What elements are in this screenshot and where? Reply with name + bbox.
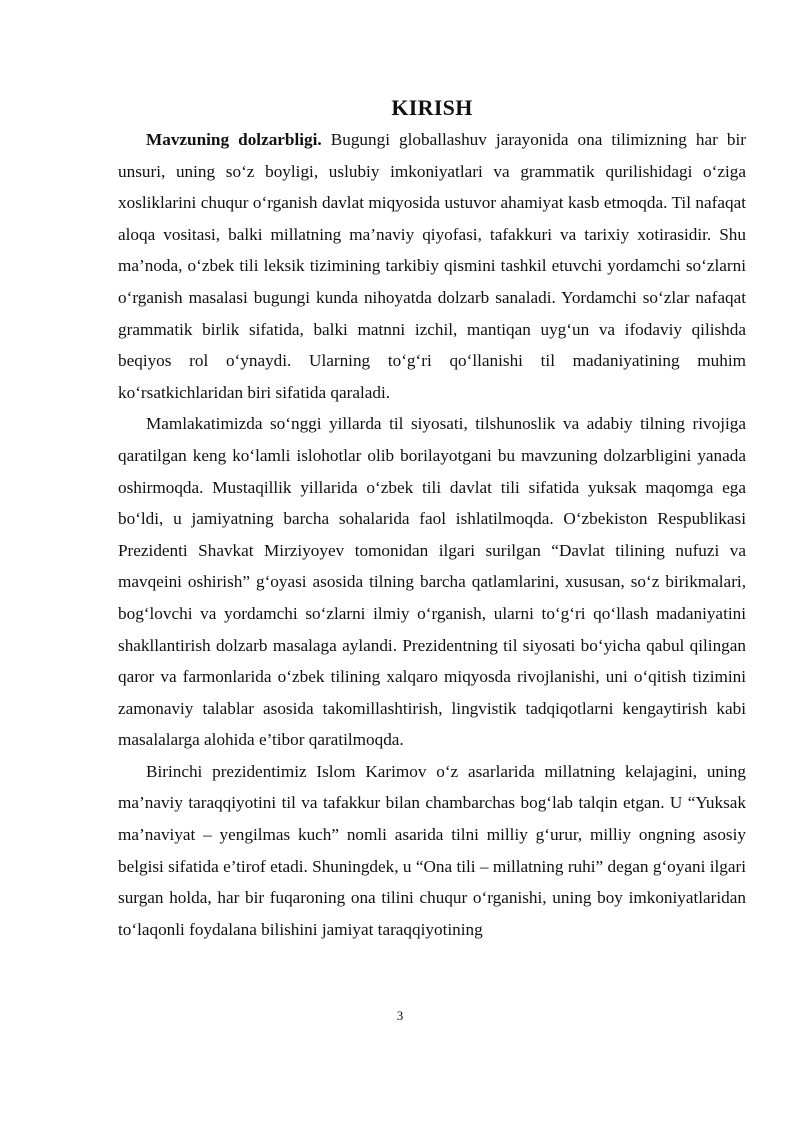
paragraph-1 [118,124,746,408]
paragraph-3 [118,756,746,946]
paragraph-text: Bugungi globallashuv jarayonida ona tilimizning har bir unsuri, uning so‘z boyligi, uslubiy imkoniyatlari va grammatik qurilishidagi o‘ziga xosliklarini chuqur o‘rganish davlat miqyosida ustuvor ahamiyat kasb etmoqda. Til nafaqat aloqa vositasi, balki millatning ma’naviy qiyofasi, tafakkuri va tarixiy xotirasidir. Shu ma’noda, o‘zbek tili leksik tizimining tarkibiy qismini tashkil etuvchi yordamchi so‘zlarni o‘rganish masalasi bugungi kunda nihoyatda dolzarb sanaladi. Yordamchi so‘zlar nafaqat grammatik birlik sifatida, balki matnni izchil, mantiqan uyg‘un va ifodaviy qilishda beqiyos rol o‘ynaydi. Ularning to‘g‘ri qo‘llanishi til madaniyatining muhim ko‘rsatkichlaridan biri sifatida qaraladi. [118,130,746,402]
paragraph-text: Mamlakatimizda so‘nggi yillarda til siyosati, tilshunoslik va adabiy tilning rivojiga qaratilgan keng ko‘lamli islohotlar olib borilayotgani bu mavzuning dolzarbligini yanada oshirmoqda. Mustaqillik yillarida o‘zbek tili davlat tili sifatida yuksak maqomga ega bo‘ldi, u jamiyatning barcha sohalarida faol ishlatilmoqda. O‘zbekiston Respublikasi Prezidenti Shavkat Mirziyoyev tomonidan ilgari surilgan “Davlat tilining nufuzi va mavqeini oshirish” g‘oyasi asosida tilning barcha qatlamlarini, xususan, so‘z birikmalari, bog‘lovchi va yordamchi so‘zlarni ilmiy o‘rganish, ularni to‘g‘ri qo‘llash madaniyatini shakllantirish dolzarb masalaga aylandi. Prezidentning til siyosati bo‘yicha qabul qilingan qaror va farmonlarida o‘zbek tilining xalqaro miqyosda rivojlanishi, uni o‘qitish tizimini zamonaviy talablar asosida takomillashtirish, lingvistik tadqiqotlarni kengaytirish kabi masalalarga alohida e’tibor qaratilmoqda. [118,414,746,750]
page-number: 3 [396,1008,404,1023]
page-content [118,94,746,945]
paragraph-2 [118,408,746,756]
page-title: KIRISH [391,95,473,120]
paragraph-text: Birinchi prezidentimiz Islom Karimov o‘z asarlarida millatning kelajagini, uning ma’naviy taraqqiyotini til va tafakkur bilan chambarchas bog‘lab talqin etgan. U “Yuksak ma’naviyat – yengilmas kuch” nomli asarida tilni milliy g‘urur, milliy ongning asosiy belgisi sifatida e’tirof etadi. Shuningdek, u “Ona tili – millatning ruhi” degan g‘oyani ilgari surgan holda, har bir fuqaroning ona tilini chuqur o‘rganishi, uning boy imkoniyatlaridan to‘laqonli foydalana bilishini jamiyat taraqqiyotining [118,761,746,939]
paragraph-lead: Mavzuning dolzarbligi. [146,130,322,149]
